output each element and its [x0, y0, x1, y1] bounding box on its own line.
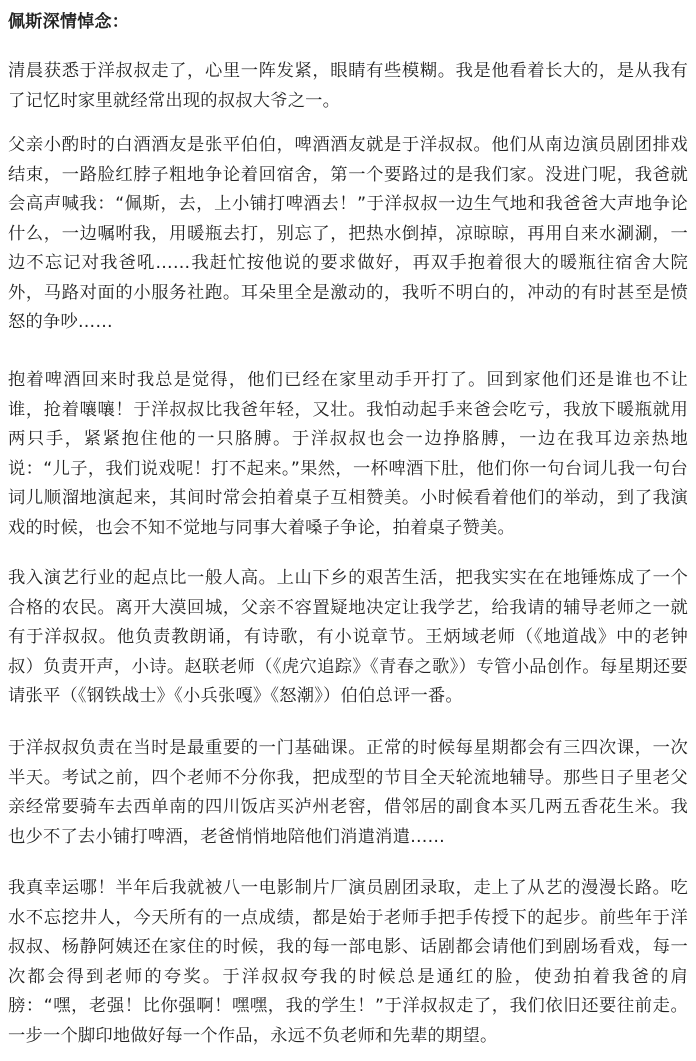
paragraph-4: 我入演艺行业的起点比一般人高。上山下乡的艰苦生活，把我实实在在地锤炼成了一个合格的农民。离开大漠回城，父亲不容置疑地决定让我学艺，给我请的辅导老师之一就有于洋叔叔。他负责教朗诵，有诗歌，有小说章节。王炳域老师（《地道战》中的老钟叔）负责开声，小诗。赵联老师（《虎穴追踪》《青春之歌》）专管小品创作。每星期还要请张平（《钢铁战士》《小兵张嘎》《怒潮》）伯伯总评一番。: [8, 568, 688, 706]
paragraph-2: 父亲小酌时的白酒酒友是张平伯伯，啤酒酒友就是于洋叔叔。他们从南边演员剧团排戏结束，一路脸红脖子粗地争论着回宿舍，第一个要路过的是我们家。没进门呢，我爸就会高声喊我：“佩斯，去，上小铺打啤酒去！”于洋叔叔一边生气地和我爸爸大声地争论什么，一边嘱咐我，用暖瓶去打，别忘了，把热水倒掉，凉晾晾，再用自来水涮涮，一边不忘记对我爸吼……我赶忙按他说的要求做好，再双手抱着很大的暖瓶往宿舍大院外，马路对面的小服务社跑。耳朵里全是激动的，我听不明白的，冲动的有时甚至是愤怒的争吵……: [8, 135, 688, 332]
paragraph-6: 我真幸运哪！半年后我就被八一电影制片厂演员剧团录取，走上了从艺的漫漫长路。吃水不忘挖井人，今天所有的一点成绩，都是始于老师手把手传授下的起步。前些年于洋叔叔、杨静阿姨还在家住的时候，我的每一部电影、话剧都会请他们到剧场看戏，每一次都会得到老师的夸奖。于洋叔叔夸我的时候总是通红的脸，使劲拍着我爸的肩膀：“嘿，老强！比你强啊！嘿嘿，我的学生！”于洋叔叔走了，我们依旧还要往前走。一步一个脚印地做好每一个作品，永远不负老师和先辈的期望。: [8, 878, 688, 1046]
article-heading: 佩斯深情悼念：: [8, 12, 130, 32]
paragraph-5: 于洋叔叔负责在当时是最重要的一门基础课。正常的时候每星期都会有三四次课，一次半天。考试之前，四个老师不分你我，把成型的节目全天轮流地辅导。那些日子里老父亲经常要骑车去西单南的四川饭店买泸州老窖，借邻居的副食本买几两五香花生米。我也少不了去小铺打啤酒，老爸悄悄地陪他们消遣消遣……: [8, 738, 688, 847]
paragraph-1: 清晨获悉于洋叔叔走了，心里一阵发紧，眼睛有些模糊。我是他看着长大的，是从我有了记忆时家里就经常出现的叔叔大爷之一。: [8, 61, 688, 111]
paragraph-3: 抱着啤酒回来时我总是觉得，他们已经在家里动手开打了。回到家他们还是谁也不让谁，抢着嚷嚷！于洋叔叔比我爸年轻，又壮。我怕动起手来爸会吃亏，我放下暖瓶就用两只手，紧紧抱住他的一只胳膊。于洋叔叔也会一边挣胳膊，一边在我耳边亲热地说：“儿子，我们说戏呢！打不起来。”果然，一杯啤酒下肚，他们你一句台词儿我一句台词儿顺溜地演起来，其间时常会拍着桌子互相赞美。小时候看着他们的举动，到了我演戏的时候，也会不知不觉地与同事大着嗓子争论，拍着桌子赞美。: [8, 370, 688, 538]
article: [8, 0, 688, 1046]
